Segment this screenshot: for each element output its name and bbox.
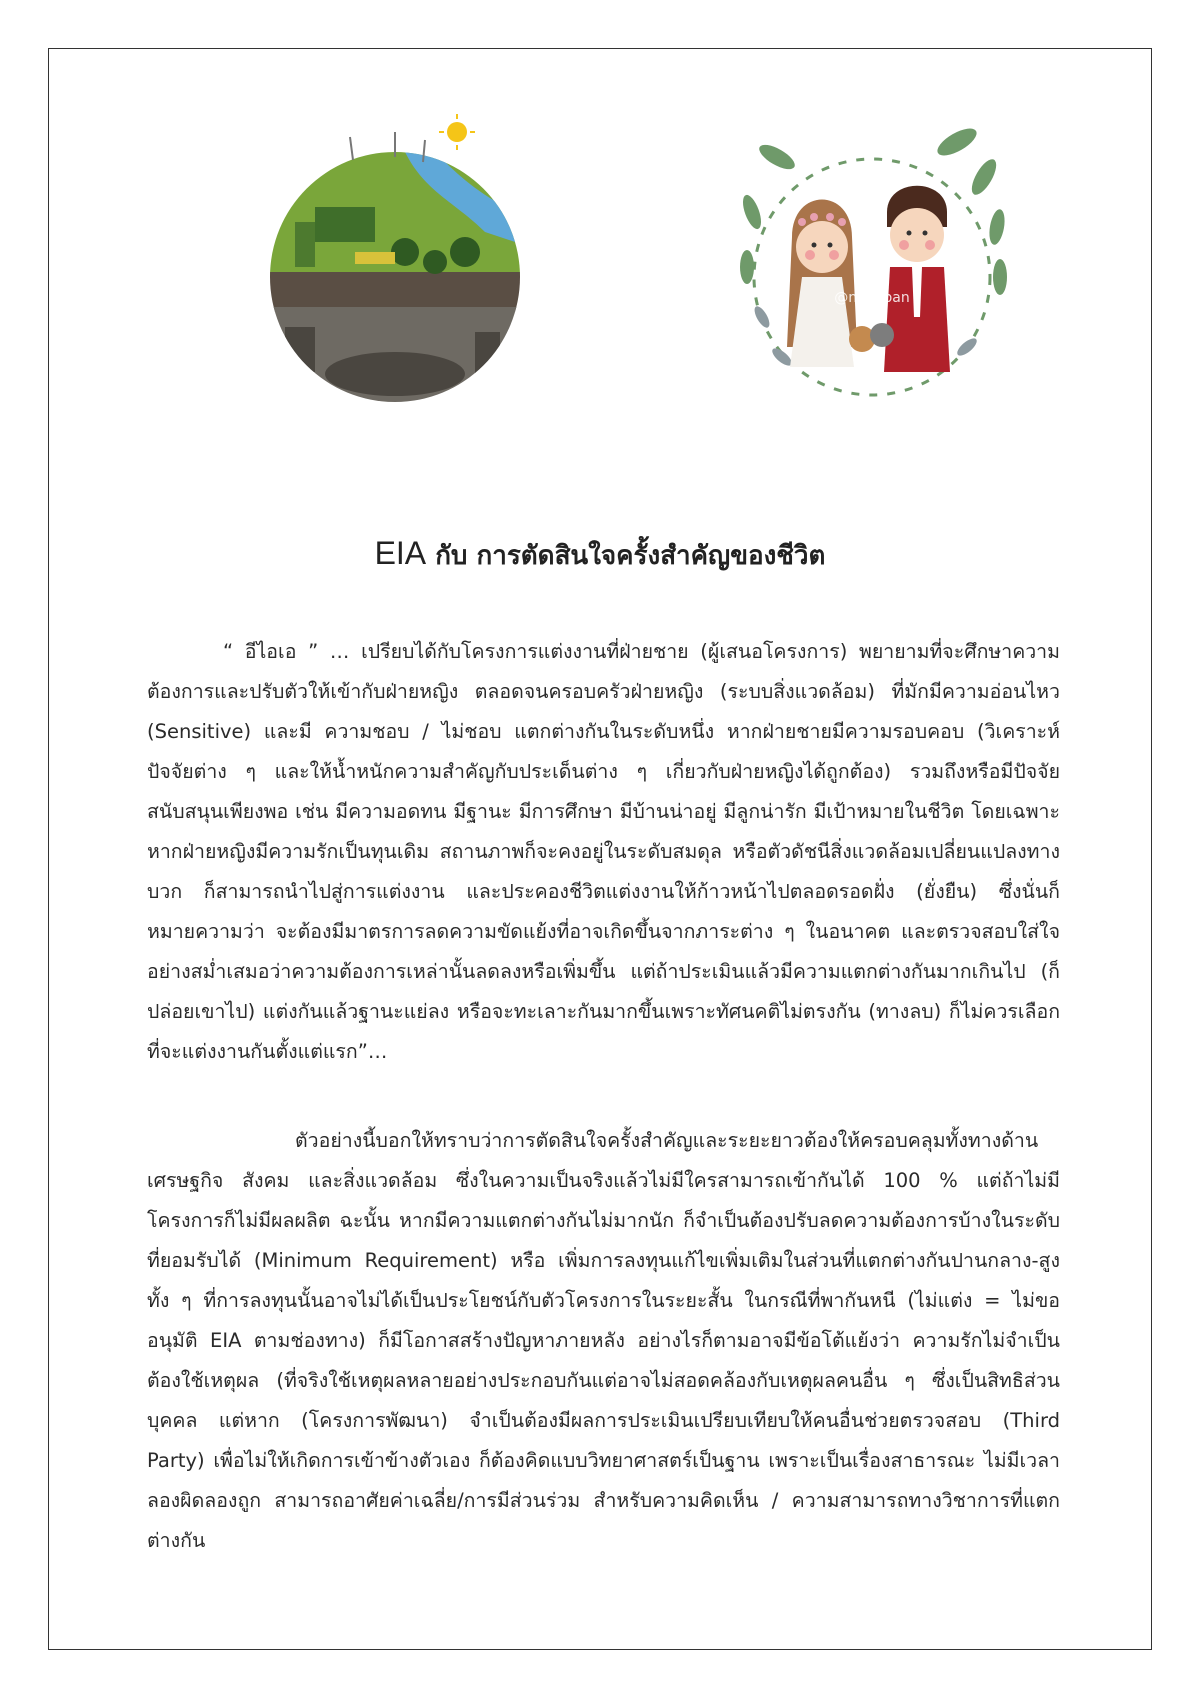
watermark-text: @nannpan [834, 290, 910, 306]
globe-environment-illustration [255, 112, 545, 422]
paragraph-1: “ อีไอเอ ” … เปรียบได้กับโครงการแต่งงานที่ฝ่ายชาย (ผู้เสนอโครงการ) พยายามที่จะศึกษาความต้องการและปรับตัวให้เข้ากับฝ่ายหญิง ตลอดจนครอบครัวฝ่ายหญิง (ระบบสิ่งแวดล้อม) ที่มักมีความอ่อนไหว (Sensitive) และมี ความชอบ / ไม่ชอบ แตกต่างกันในระดับหนึ่ง หากฝ่ายชายมีความรอบคอบ (วิเคราะห์ปัจจัยต่าง ๆ และให้น้ำหนักความสำคัญกับประเด็นต่าง ๆ เกี่ยวกับฝ่ายหญิงได้ถูกต้อง) รวมถึงหรือมีปัจจัยสนับสนุนเพียงพอ เช่น มีความอดทน มีฐานะ มีการศึกษา มีบ้านน่าอยู่ มีลูกน่ารัก มีเป้าหมายในชีวิต โดยเฉพาะหากฝ่ายหญิงมีความรักเป็นทุนเดิม สถานภาพก็จะคงอยู่ในระดับสมดุล หรือตัวดัชนีสิ่งแวดล้อมเปลี่ยนแปลงทางบวก ก็สามารถนำไปสู่การแต่งงาน และประคองชีวิตแต่งงานให้ก้าวหน้าไปตลอดรอดฝั่ง (ยั่งยืน) ซึ่งนั่นก็หมายความว่า จะต้องมีมาตรการลดความขัดแย้งที่อาจเกิดขึ้นจากภาระต่าง ๆ ในอนาคต และตรวจสอบใส่ใจอย่างสม่ำเสมอว่าความต้องการเหล่านั้นลดลงหรือเพิ่มขึ้น แต่ถ้าประเมินแล้วมีความแตกต่างกันมากเกินไป (ก็ปล่อยเขาไป) แต่งกันแล้วฐานะแย่ลง หรือจะทะเลาะกันมากขึ้นเพราะทัศนคติไม่ตรงกัน (ทางลบ) ก็ไม่ควรเลือกที่จะแต่งงานกันตั้งแต่แรก”… [147, 639, 1060, 1063]
paragraph-2: ตัวอย่างนี้บอกให้ทราบว่าการตัดสินใจครั้งสำคัญและระยะยาวต้องให้ครอบคลุมทั้งทางด้านเศรษฐกิจ สังคม และสิ่งแวดล้อม ซึ่งในความเป็นจริงแล้วไม่มีใครสามารถเข้ากันได้ 100 % แต่ถ้าไม่มีโครงการก็ไม่มีผลผลิต ฉะนั้น หากมีความแตกต่างกันไม่มากนัก ก็จำเป็นต้องปรับลดความต้องการบ้างในระดับที่ยอมรับได้ (Minimum Requirement) หรือ เพิ่มการลงทุนแก้ไขเพิ่มเติมในส่วนที่แตกต่างกันปานกลาง-สูง ทั้ง ๆ ที่การลงทุนนั้นอาจไม่ได้เป็นประโยชน์กับตัวโครงการในระยะสั้น ในกรณีที่พากันหนี (ไม่แต่ง = ไม่ขออนุมัติ EIA ตามช่องทาง) ก็มีโอกาสสร้างปัญหาภายหลัง อย่างไรก็ตามอาจมีข้อโต้แย้งว่า ความรักไม่จำเป็นต้องใช้เหตุผล (ที่จริงใช้เหตุผลหลายอย่างประกอบกันแต่อาจไม่สอดคล้องกับเหตุผลคนอื่น ๆ ซึ่งเป็นสิทธิส่วนบุคคล แต่หาก (โครงการพัฒนา) จำเป็นต้องมีผลการประเมินเปรียบเทียบให้คนอื่นช่วยตรวจสอบ (Third Party) เพื่อไม่ให้เกิดการเข้าข้างตัวเอง ก็ต้องคิดแบบวิทยาศาสตร์เป็นฐาน เพราะเป็นเรื่องสาธารณะ ไม่มีเวลาลองผิดลองถูก สามารถอาศัยค่าเฉลี่ย/การมีส่วนร่วม สำหรับความคิดเห็น / ความสามารถทางวิชาการที่แตกต่างกัน [147, 1128, 1060, 1552]
wedding-couple-wreath-illustration [722, 117, 1022, 417]
document-title [0, 535, 1200, 576]
title-eia: EIA [374, 535, 427, 571]
title-rest: กับ การตัดสินใจครั้งสำคัญของชีวิต [426, 541, 826, 571]
